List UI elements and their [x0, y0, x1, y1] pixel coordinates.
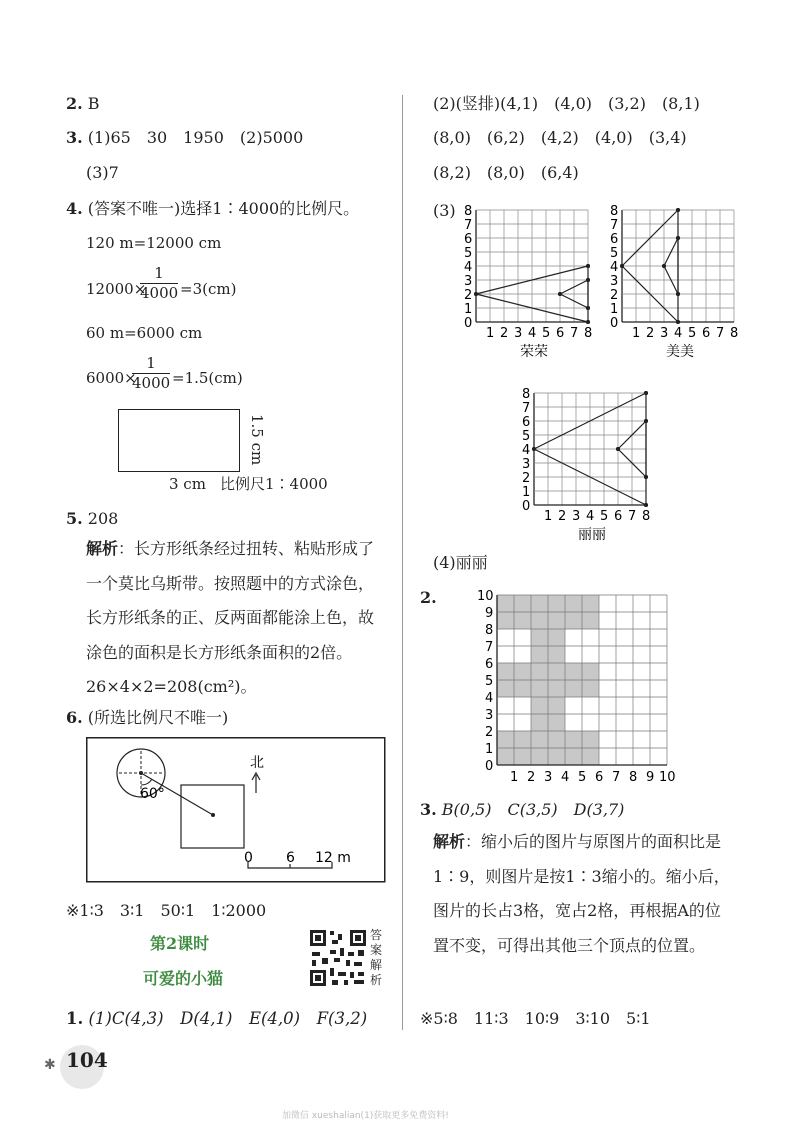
y-tick-label: 8	[522, 387, 531, 402]
shaded-cell	[531, 646, 548, 663]
q5-number: 5.	[66, 509, 83, 528]
x-tick-label: 6	[702, 326, 711, 341]
y-tick-label: 2	[522, 471, 531, 486]
shaded-cell	[548, 629, 565, 646]
shaded-cell	[582, 595, 599, 612]
shaded-cell	[565, 748, 582, 765]
fraction-numerator: 1	[132, 356, 170, 374]
y-tick-label: 5	[522, 429, 531, 444]
scale-tick-12: 12 m	[315, 850, 351, 866]
shape-vertex	[662, 264, 666, 268]
x-tick-label: 3	[572, 509, 581, 524]
fraction-numerator: 1	[140, 266, 178, 284]
shape-vertex	[676, 236, 680, 240]
x-tick-label: 2	[558, 509, 567, 524]
y-tick-label: 7	[610, 218, 619, 233]
y-tick-label: 0	[610, 316, 619, 331]
shaded-cell	[531, 748, 548, 765]
x-tick-label: 10	[659, 770, 676, 785]
north-label: 北	[250, 755, 264, 771]
q4-intro: (答案不唯一)选择1∶4000的比例尺。	[87, 199, 360, 218]
y-tick-label: 9	[485, 606, 494, 621]
fraction-denominator: 4000	[132, 374, 171, 392]
lesson-subtitle: 可爱的小猫	[143, 969, 224, 988]
shaded-cell	[582, 663, 599, 680]
y-tick-label: 3	[464, 274, 473, 289]
shape-vertex	[586, 320, 590, 324]
q3-right-number: 3.	[420, 800, 437, 819]
q1-text: (1)C(4,3) D(4,1) E(4,0) F(3,2)	[88, 1009, 368, 1028]
y-tick-label: 2	[610, 288, 619, 303]
shaded-cell	[497, 748, 514, 765]
q4-conversion-1: 120 m=12000 cm	[86, 234, 222, 252]
shape-vertex	[616, 447, 620, 451]
shaded-cell	[514, 612, 531, 629]
x-tick-label: 8	[629, 770, 638, 785]
q4-calc2-right: =1.5(cm)	[172, 369, 243, 387]
analysis-text: ：缩小后的图片与原图片的面积比是1∶9，则图片是按1∶3缩小的。缩小后，图片的长占3格，宽占2格，再根据A的位置不变，可得出其他三个顶点的位置。	[433, 832, 730, 955]
x-tick-label: 1	[486, 326, 495, 341]
y-tick-label: 1	[522, 485, 531, 500]
x-tick-label: 2	[527, 770, 536, 785]
q4-intro-line	[66, 201, 359, 217]
shape-vertex	[644, 475, 648, 479]
shape-vertex	[676, 292, 680, 296]
y-tick-label: 6	[610, 232, 619, 247]
next-q1-answer	[66, 1011, 367, 1028]
x-tick-label: 1	[544, 509, 553, 524]
q3-answer-line1	[66, 130, 303, 146]
shape-vertex	[676, 320, 680, 324]
x-tick-label: 5	[688, 326, 697, 341]
angle-label: 60°	[140, 786, 165, 802]
y-tick-label: 5	[485, 674, 494, 689]
analysis-label: 解析	[86, 539, 119, 558]
graph-enlarged-shape	[475, 585, 685, 785]
y-tick-label: 8	[485, 623, 494, 638]
x-tick-label: 3	[544, 770, 553, 785]
shaded-cell	[531, 612, 548, 629]
lesson-title: 第2课时	[150, 934, 210, 953]
q4-rect-width-label: 3 cm	[169, 475, 206, 493]
y-tick-label: 4	[522, 443, 531, 458]
shaded-cell	[582, 612, 599, 629]
y-tick-label: 0	[522, 499, 531, 514]
x-tick-label: 7	[716, 326, 725, 341]
q2-text: B	[87, 94, 100, 113]
shaded-cell	[531, 714, 548, 731]
x-tick-label: 6	[595, 770, 604, 785]
shaded-cell	[497, 731, 514, 748]
x-tick-label: 7	[628, 509, 637, 524]
shaded-cell	[531, 629, 548, 646]
q4-conversion-2: 60 m=6000 cm	[86, 324, 203, 342]
shaded-cell	[531, 680, 548, 697]
y-tick-label: 5	[610, 246, 619, 261]
shaded-cell	[497, 663, 514, 680]
fraction-denominator: 4000	[140, 284, 179, 302]
q1-part2-line2: (8,0) (6,2) (4,2) (4,0) (3,4)	[433, 128, 687, 147]
shaded-cell	[548, 748, 565, 765]
shaded-cell	[548, 714, 565, 731]
q1-part2-line3: (8,2) (8,0) (6,4)	[433, 163, 579, 182]
x-tick-label: 7	[570, 326, 579, 341]
x-tick-label: 7	[612, 770, 621, 785]
shaded-cell	[565, 731, 582, 748]
shaded-cell	[548, 646, 565, 663]
y-tick-label: 6	[464, 232, 473, 247]
shaded-cell	[548, 663, 565, 680]
q4-number: 4.	[66, 199, 83, 218]
shaded-cell	[582, 680, 599, 697]
graph-name: 美美	[666, 344, 694, 360]
shaded-cell	[497, 595, 514, 612]
q1-part4-answer: (4)丽丽	[433, 553, 488, 572]
graph-lili	[510, 383, 660, 543]
shaded-cell	[565, 612, 582, 629]
shaded-cell	[548, 680, 565, 697]
q3-right-answer-value: B(0,5) C(3,5) D(3,7)	[441, 800, 625, 819]
shape-vertex	[558, 292, 562, 296]
qr-caption: 答案解析	[370, 928, 383, 987]
shaded-cell	[565, 663, 582, 680]
y-tick-label: 2	[485, 725, 494, 740]
square-center	[211, 813, 215, 817]
q4-scaled-rectangle	[118, 409, 240, 472]
y-tick-label: 7	[464, 218, 473, 233]
shaded-cell	[514, 748, 531, 765]
x-tick-label: 6	[614, 509, 623, 524]
graph-rongrong	[452, 200, 602, 360]
q4-calc1-fraction	[140, 266, 178, 301]
shaded-cell	[548, 697, 565, 714]
q1-number: 1.	[66, 1009, 84, 1028]
footer-watermark: 加微信 xueshalian(1)获取更多免费资料!	[282, 1111, 449, 1121]
y-tick-label: 5	[464, 246, 473, 261]
shaded-cell	[497, 680, 514, 697]
q4-calc1-right: =3(cm)	[180, 280, 237, 298]
q3-right-analysis	[433, 825, 735, 963]
shaded-cell	[514, 663, 531, 680]
q3-right-answer	[420, 802, 624, 818]
q6-intro-line	[66, 710, 228, 726]
y-tick-label: 3	[485, 708, 494, 723]
x-tick-label: 3	[514, 326, 523, 341]
q5-answer	[66, 511, 118, 527]
q2-number: 2.	[66, 94, 83, 113]
right-extra-ratios: ※5∶8 11∶3 10∶9 3∶10 5∶1	[420, 1009, 651, 1028]
y-tick-label: 2	[464, 288, 473, 303]
x-tick-label: 4	[674, 326, 683, 341]
x-tick-label: 9	[646, 770, 655, 785]
shaded-cell	[531, 731, 548, 748]
shaded-cell	[497, 612, 514, 629]
x-tick-label: 6	[556, 326, 565, 341]
shape-vertex	[586, 264, 590, 268]
q6-map-diagram	[86, 737, 386, 883]
shape-vertex	[620, 264, 624, 268]
y-tick-label: 8	[464, 204, 473, 219]
shaded-cell	[548, 595, 565, 612]
y-tick-label: 0	[485, 759, 494, 774]
q2-right-number: 2.	[420, 588, 437, 607]
y-tick-label: 1	[485, 742, 494, 757]
x-tick-label: 4	[561, 770, 570, 785]
q4-rect-height-label: 1.5 cm	[248, 414, 266, 466]
y-tick-label: 4	[485, 691, 494, 706]
x-tick-label: 5	[600, 509, 609, 524]
q4-calc1-left: 12000×	[86, 280, 147, 298]
y-tick-label: 0	[464, 316, 473, 331]
shape-vertex	[586, 278, 590, 282]
left-extra-ratios: ※1∶3 3∶1 50∶1 1∶2000	[66, 901, 267, 920]
shaded-cell	[548, 612, 565, 629]
shaded-cell	[531, 595, 548, 612]
shaded-cell	[582, 748, 599, 765]
shape-vertex	[586, 306, 590, 310]
x-tick-label: 8	[730, 326, 739, 341]
y-tick-label: 1	[464, 302, 473, 317]
x-tick-label: 1	[632, 326, 641, 341]
shaded-cell	[514, 595, 531, 612]
q5-answer-value: 208	[87, 509, 119, 528]
q5-analysis	[86, 532, 386, 705]
y-tick-label: 8	[610, 204, 619, 219]
shape-vertex	[644, 503, 648, 507]
graph-meimei	[598, 200, 748, 360]
shaded-cell	[514, 731, 531, 748]
y-tick-label: 6	[522, 415, 531, 430]
y-tick-label: 7	[522, 401, 531, 416]
angle-arc	[141, 779, 152, 785]
shape-vertex	[532, 447, 536, 451]
y-tick-label: 4	[464, 260, 473, 275]
shaded-cell	[514, 680, 531, 697]
x-tick-label: 8	[584, 326, 593, 341]
shaded-cell	[531, 697, 548, 714]
analysis-label: 解析	[433, 832, 466, 851]
graph-name: 丽丽	[578, 527, 606, 543]
y-tick-label: 3	[522, 457, 531, 472]
scale-tick-0: 0	[244, 850, 253, 866]
x-tick-label: 5	[542, 326, 551, 341]
y-tick-label: 10	[477, 589, 494, 604]
q2-answer	[66, 96, 100, 112]
q4-scale-label: 比例尺1∶4000	[220, 475, 328, 493]
shape-vertex	[644, 419, 648, 423]
q1-part3-label: (3)	[433, 201, 456, 220]
q3-line2: (3)7	[86, 163, 119, 182]
shape-vertex	[474, 292, 478, 296]
scale-tick-6: 6	[286, 850, 295, 866]
shaded-cell	[548, 731, 565, 748]
analysis-text: ：长方形纸条经过扭转、粘贴形成了一个莫比乌斯带。按照题中的方式涂色，长方形纸条的正、反两面都能涂上色，故涂色的面积是长方形纸条面积的2倍。26×4×2=208(cm²)。	[86, 539, 375, 696]
page-number: 104	[66, 1048, 108, 1072]
y-tick-label: 4	[610, 260, 619, 275]
x-tick-label: 1	[510, 770, 519, 785]
q1-part2-line1: (2)(竖排)(4,1) (4,0) (3,2) (8,1)	[433, 94, 700, 113]
shaded-cell	[582, 731, 599, 748]
qr-code-icon[interactable]	[308, 928, 368, 988]
y-tick-label: 6	[485, 657, 494, 672]
x-tick-label: 4	[528, 326, 537, 341]
shape-vertex	[644, 391, 648, 395]
x-tick-label: 5	[578, 770, 587, 785]
q3-line1: (1)65 30 1950 (2)5000	[87, 128, 304, 147]
y-tick-label: 1	[610, 302, 619, 317]
star-icon: ✱	[44, 1057, 56, 1073]
x-tick-label: 3	[660, 326, 669, 341]
q6-intro: (所选比例尺不唯一)	[87, 708, 229, 727]
shaded-cell	[531, 663, 548, 680]
x-tick-label: 2	[500, 326, 509, 341]
x-tick-label: 2	[646, 326, 655, 341]
q3-number: 3.	[66, 128, 83, 147]
x-tick-label: 8	[642, 509, 651, 524]
y-tick-label: 3	[610, 274, 619, 289]
shaded-cell	[565, 595, 582, 612]
column-divider	[402, 95, 403, 1030]
x-tick-label: 4	[586, 509, 595, 524]
graph-name: 荣荣	[520, 344, 548, 360]
q4-calc2-fraction	[132, 356, 170, 391]
shape-vertex	[676, 208, 680, 212]
q4-calc2-left: 6000×	[86, 369, 137, 387]
shaded-cell	[565, 680, 582, 697]
q6-number: 6.	[66, 708, 83, 727]
y-tick-label: 7	[485, 640, 494, 655]
